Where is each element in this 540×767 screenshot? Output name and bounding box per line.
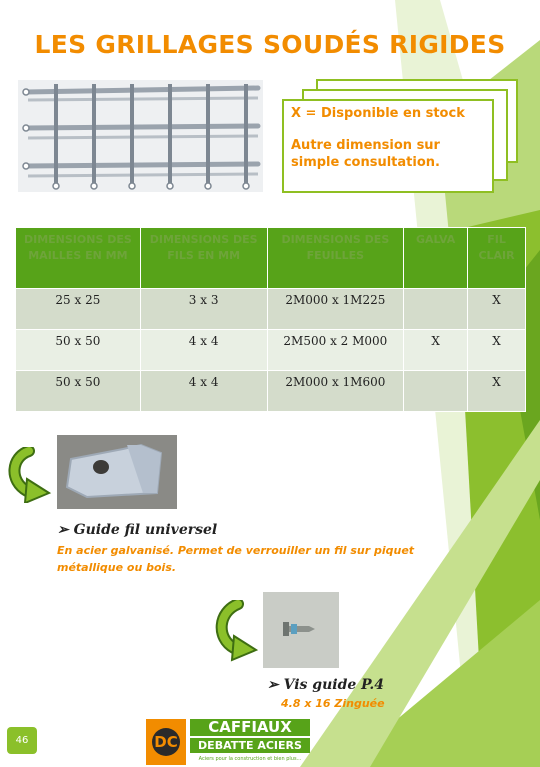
table-cell: X <box>468 371 526 412</box>
welded-mesh-image <box>18 80 263 192</box>
bullet-arrow-icon: ➢ <box>267 677 284 693</box>
logo-subtitle: DEBATTE ACIERS <box>190 738 310 753</box>
table-cell: 25 x 25 <box>16 289 141 330</box>
header-galva: GALVA <box>404 228 468 289</box>
table-cell: 3 x 3 <box>140 289 267 330</box>
table-cell: X <box>468 330 526 371</box>
guide-fil-description: En acier galvanisé. Permet de verrouiller un fil sur piquet métallique ou bois. <box>57 544 415 574</box>
table-row <box>16 371 526 412</box>
guide-fil-title <box>57 522 217 538</box>
vis-guide-name: Vis guide P.4 <box>283 677 384 693</box>
table-cell: 4 x 4 <box>140 330 267 371</box>
company-logo <box>146 719 310 765</box>
guide-fil-photo <box>57 435 177 509</box>
vis-guide-title <box>267 677 384 693</box>
vis-guide-photo <box>263 592 339 668</box>
page-number: 46 <box>7 727 37 754</box>
table-cell: 50 x 50 <box>16 330 141 371</box>
curved-arrow-icon <box>5 447 57 503</box>
table-row <box>16 330 526 371</box>
bullet-arrow-icon: ➢ <box>57 522 74 538</box>
stock-note-card <box>282 79 522 189</box>
stock-legend: X = Disponible en stock <box>291 106 465 121</box>
header-fil-clair: FIL CLAIR <box>468 228 526 289</box>
table-cell: 50 x 50 <box>16 371 141 412</box>
guide-fil-name: Guide fil universel <box>73 522 218 538</box>
table-cell: 4 x 4 <box>140 371 267 412</box>
header-wire: DIMENSIONS DES FILS EN MM <box>140 228 267 289</box>
logo-mark-icon: DC <box>152 728 180 756</box>
page-title: LES GRILLAGES SOUDÉS RIGIDES <box>34 30 506 59</box>
header-mesh: DIMENSIONS DES MAILLES EN MM <box>16 228 141 289</box>
vis-guide-description: 4.8 x 16 Zinguée <box>281 697 385 710</box>
table-cell: 2M000 x 1M600 <box>267 371 404 412</box>
consultation-note: Autre dimension sur simple consultation. <box>291 138 440 170</box>
logo-tagline: Aciers pour la construction et bien plus... <box>198 756 302 762</box>
curved-arrow-icon <box>212 600 264 662</box>
table-row <box>16 289 526 330</box>
logo-name: CAFFIAUX <box>190 719 310 736</box>
dimensions-table <box>15 227 526 412</box>
table-cell: 2M500 x 2 M000 <box>267 330 404 371</box>
table-cell: X <box>468 289 526 330</box>
table-cell <box>404 371 468 412</box>
logo-badge <box>146 719 186 765</box>
table-cell: X <box>404 330 468 371</box>
stock-note-text <box>291 105 486 171</box>
header-sheet: DIMENSIONS DES FEUILLES <box>267 228 404 289</box>
table-cell: 2M000 x 1M225 <box>267 289 404 330</box>
table-header-row <box>16 228 526 289</box>
table-cell <box>404 289 468 330</box>
